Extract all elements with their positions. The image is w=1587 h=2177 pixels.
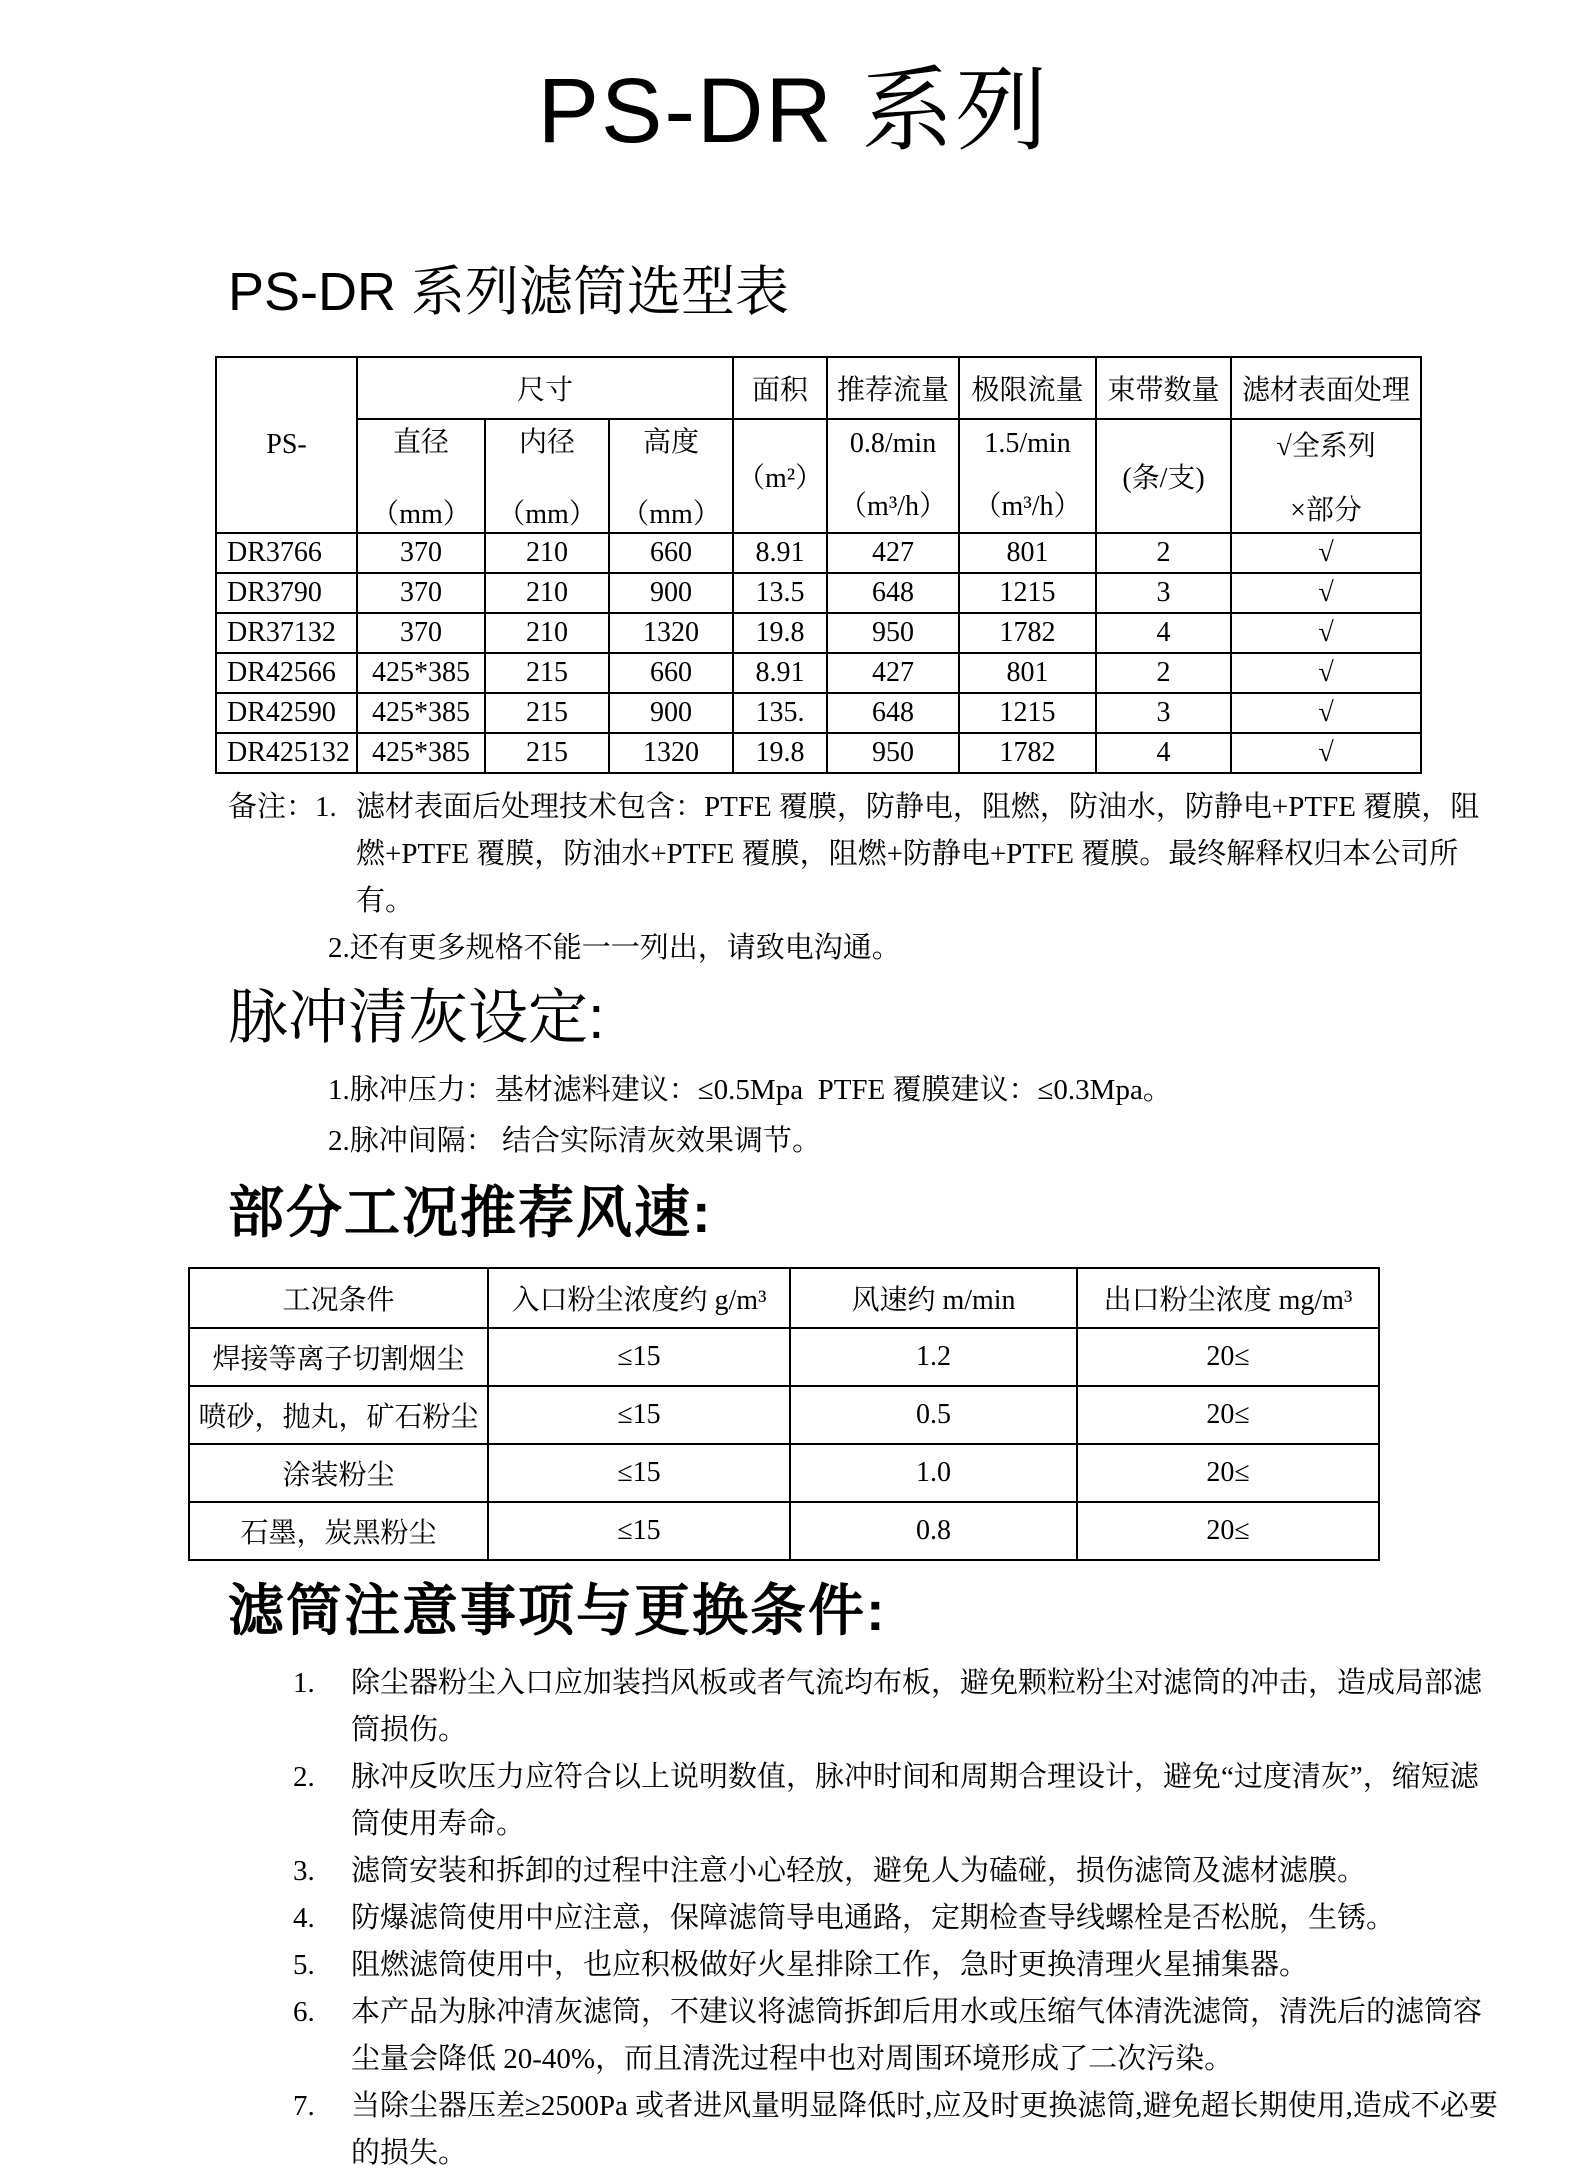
table-cell: 210 [485,613,609,653]
table-cell: 801 [959,653,1096,693]
checkmark-cell: √ [1231,733,1421,773]
table-cell: 1.0 [790,1444,1077,1502]
table-row [189,1502,1379,1560]
list-item-number: 6. [293,1995,315,2028]
table-cell: 19.8 [733,613,827,653]
subheader-unit: （mm） [371,499,471,531]
table-cell: 1215 [959,693,1096,733]
table-cell: 20≤ [1077,1328,1379,1386]
subheader-label: 直径 [392,427,449,459]
table-cell: 425*385 [357,653,485,693]
list-item [293,1942,1523,1989]
selection-table [215,356,1422,774]
pulse-setting-heading: 脉冲清灰设定: [228,984,605,1052]
table-cell: 13.5 [733,573,827,613]
checkmark-cell: √ [1231,693,1421,733]
col-subheader-surface-legend [1231,419,1421,533]
note-label: 备注：1. [228,791,337,824]
col-subheader-band-unit: (条/支) [1096,419,1231,533]
note-item [228,784,1508,925]
table-cell: 1782 [959,733,1096,773]
table-row [189,1328,1379,1386]
condition-cell: 焊接等离子切割烟尘 [189,1328,488,1386]
table-row [189,1386,1379,1444]
col-header-outlet-concentration: 出口粉尘浓度 mg/m³ [1077,1268,1379,1328]
pulse-interval-item: 2.脉冲间隔： 结合实际清灰效果调节。 [328,1125,822,1158]
subheader-label: 0.8/min [849,428,937,460]
col-header-ps: PS- [216,357,357,533]
wind-speed-heading: 部分工况推荐风速: [228,1180,713,1244]
condition-cell: 石墨，炭黑粉尘 [189,1502,488,1560]
table-cell: 425*385 [357,733,485,773]
table-header-row [216,419,1421,533]
full-series-check-label: √全系列 [1276,431,1376,463]
model-cell: DR3790 [216,573,357,613]
table-cell: 0.8 [790,1502,1077,1560]
table-cell: ≤15 [488,1386,790,1444]
table-row [216,613,1421,653]
list-item [293,1848,1523,1895]
table-cell: 8.91 [733,533,827,573]
checkmark-cell: √ [1231,533,1421,573]
table-cell: 2 [1096,653,1231,693]
list-item [293,2083,1523,2177]
table-row [216,693,1421,733]
col-header-surface-treatment: 滤材表面处理 [1231,357,1421,419]
table-cell: 660 [609,533,733,573]
subheader-label: 高度 [643,427,700,459]
table-row [216,653,1421,693]
col-header-size: 尺寸 [357,357,733,419]
table-cell: 20≤ [1077,1502,1379,1560]
table-cell: 1.2 [790,1328,1077,1386]
table-cell: 370 [357,573,485,613]
table-row [216,533,1421,573]
table-cell: 425*385 [357,693,485,733]
selection-table-heading: PS-DR 系列滤筒选型表 [228,261,790,322]
col-header-inlet-concentration: 入口粉尘浓度约 g/m³ [488,1268,790,1328]
table-cell: 660 [609,653,733,693]
table-cell: 1320 [609,613,733,653]
checkmark-cell: √ [1231,573,1421,613]
col-subheader-diameter [357,419,485,533]
list-item-text: 除尘器粉尘入口应加装挡风板或者气流均布板，避免颗粒粉尘对滤筒的冲击，造成局部滤筒损伤。 [351,1667,1483,1747]
table-cell: 210 [485,533,609,573]
col-subheader-inner-diameter [485,419,609,533]
subheader-unit: （mm） [621,499,721,531]
list-item-text: 阻燃滤筒使用中，也应积极做好火星排除工作，急时更换清理火星捕集器。 [351,1949,1309,1982]
table-cell: ≤15 [488,1502,790,1560]
notice-list [293,1660,1523,2177]
table-cell: 215 [485,733,609,773]
subheader-label: 1.5/min [984,428,1071,460]
table-cell: 2 [1096,533,1231,573]
table-cell: 20≤ [1077,1386,1379,1444]
partial-cross-label: ×部分 [1290,495,1362,527]
table-cell: 370 [357,613,485,653]
table-cell: 648 [827,573,959,613]
table-cell: 210 [485,573,609,613]
col-header-recommended-flow: 推荐流量 [827,357,959,419]
table-cell: 215 [485,653,609,693]
table-cell: 20≤ [1077,1444,1379,1502]
col-header-area: 面积 [733,357,827,419]
table-cell: 648 [827,693,959,733]
subheader-label: 内径 [518,427,575,459]
checkmark-cell: √ [1231,653,1421,693]
list-item [293,1754,1523,1848]
checkmark-cell: √ [1231,613,1421,653]
table-cell: 135. [733,693,827,733]
list-item-number: 3. [293,1855,315,1888]
table-row [216,733,1421,773]
table-cell: ≤15 [488,1328,790,1386]
model-cell: DR42590 [216,693,357,733]
list-item-number: 1. [293,1667,315,1700]
list-item [293,1895,1523,1942]
model-cell: DR42566 [216,653,357,693]
list-item [293,1660,1523,1754]
table-cell: 370 [357,533,485,573]
col-subheader-area-unit: （m²） [733,419,827,533]
table-cell: 950 [827,733,959,773]
table-cell: 427 [827,533,959,573]
table-cell: 900 [609,573,733,613]
page-title: PS-DR 系列 [537,60,1050,162]
list-item-text: 脉冲反吹压力应符合以上说明数值，脉冲时间和周期合理设计，避免“过度清灰”，缩短滤筒使用寿命。 [351,1761,1479,1841]
selection-table-notes [228,784,1508,972]
model-cell: DR3766 [216,533,357,573]
subheader-unit: （mm） [497,499,597,531]
list-item-text: 滤筒安装和拆卸的过程中注意小心轻放，避免人为磕碰，损伤滤筒及滤材滤膜。 [351,1855,1367,1888]
table-cell: 4 [1096,733,1231,773]
list-item-text: 当除尘器压差≥2500Pa 或者进风量明显降低时,应及时更换滤筒,避免超长期使用,造成不必要的损失。 [351,2089,1498,2169]
table-cell: 19.8 [733,733,827,773]
table-header-row [216,357,1421,419]
model-cell: DR37132 [216,613,357,653]
list-item [293,1989,1523,2083]
note-text: 滤材表面后处理技术包含：PTFE 覆膜，防静电，阻燃，防油水，防静电+PTFE 覆膜，阻燃+PTFE 覆膜，防油水+PTFE 覆膜，阻燃+防静电+PTFE 覆膜。最终解释权归本公司所有。 [356,791,1480,918]
condition-cell: 喷砂，抛丸，矿石粉尘 [189,1386,488,1444]
col-header-wind-speed: 风速约 m/min [790,1268,1077,1328]
list-item-text: 本产品为脉冲清灰滤筒，不建议将滤筒拆卸后用水或压缩气体清洗滤筒，清洗后的滤筒容尘量会降低 20-40%，而且清洗过程中也对周围环境形成了二次污染。 [351,1995,1483,2075]
col-subheader-recommended-flow [827,419,959,533]
table-cell: 1782 [959,613,1096,653]
table-header-row [189,1268,1379,1328]
wind-speed-table [188,1267,1380,1561]
note-item: 2.还有更多规格不能一一列出，请致电沟通。 [328,932,901,965]
table-cell: 0.5 [790,1386,1077,1444]
col-subheader-height [609,419,733,533]
table-row [216,573,1421,613]
table-cell: 3 [1096,693,1231,733]
col-subheader-limit-flow [959,419,1096,533]
pulse-setting-list [328,1065,1587,1167]
list-item-number: 4. [293,1902,315,1935]
list-item-number: 2. [293,1761,315,1794]
table-cell: 900 [609,693,733,733]
list-item-number: 5. [293,1949,315,1982]
table-cell: 3 [1096,573,1231,613]
col-header-condition: 工况条件 [189,1268,488,1328]
table-cell: 215 [485,693,609,733]
list-item-number: 7. [293,2089,315,2122]
list-item-text: 防爆滤筒使用中应注意，保障滤筒导电通路，定期检查导线螺栓是否松脱，生锈。 [351,1902,1396,1935]
model-cell: DR425132 [216,733,357,773]
col-header-limit-flow: 极限流量 [959,357,1096,419]
table-cell: 427 [827,653,959,693]
pulse-pressure-item: 1.脉冲压力：基材滤料建议：≤0.5Mpa PTFE 覆膜建议：≤0.3Mpa。 [328,1074,1172,1107]
table-cell: 1215 [959,573,1096,613]
table-cell: 4 [1096,613,1231,653]
table-cell: 1320 [609,733,733,773]
table-cell: ≤15 [488,1444,790,1502]
notice-heading: 滤筒注意事项与更换条件: [228,1578,887,1642]
col-header-band-count: 束带数量 [1096,357,1231,419]
table-cell: 801 [959,533,1096,573]
subheader-unit: （m³/h） [839,491,948,523]
table-cell: 950 [827,613,959,653]
table-cell: 8.91 [733,653,827,693]
table-row [189,1444,1379,1502]
condition-cell: 涂装粉尘 [189,1444,488,1502]
subheader-unit: （m³/h） [973,491,1082,523]
